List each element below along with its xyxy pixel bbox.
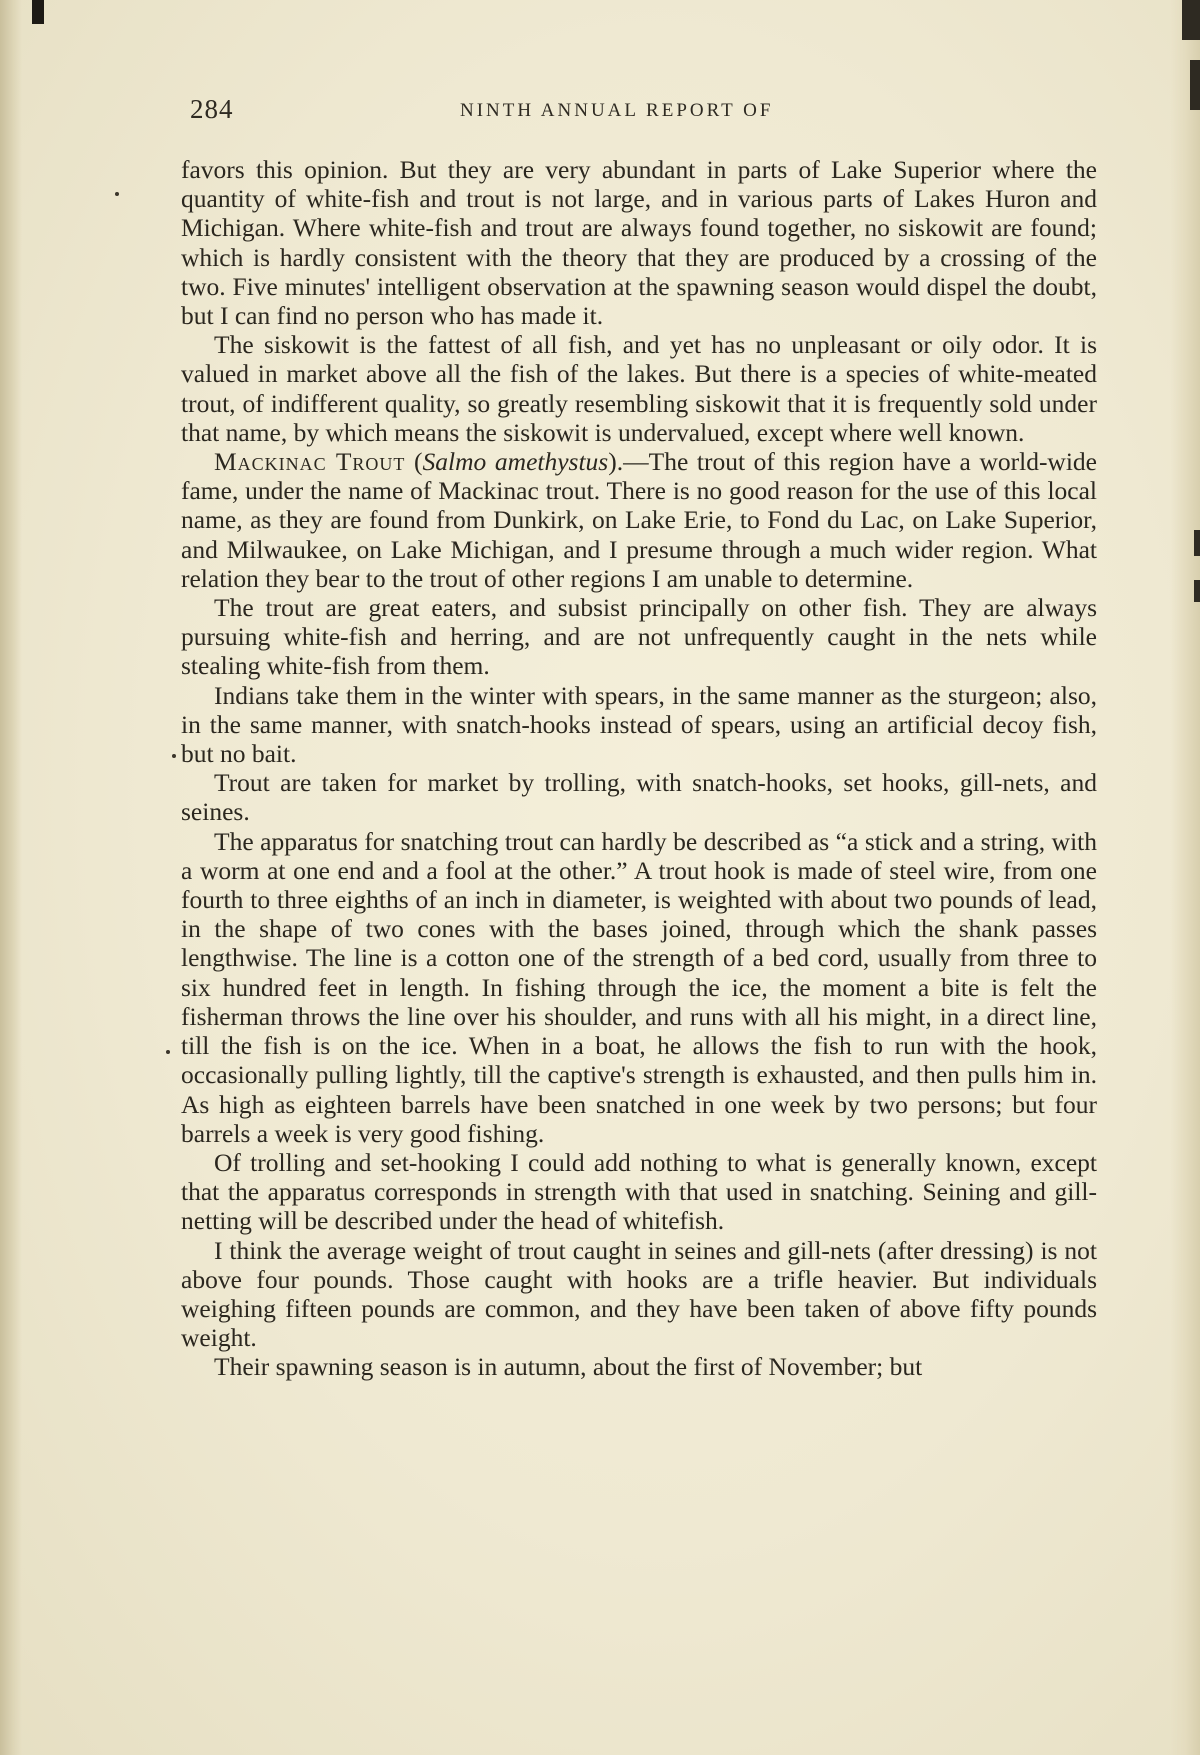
margin-speck	[172, 754, 176, 758]
margin-speck	[115, 192, 119, 196]
running-head: NINTH ANNUAL REPORT OF	[460, 100, 774, 121]
fore-edge-mark	[1182, 0, 1200, 40]
paragraph: I think the average weight of trout caught in seines and gill-nets (after dressing) is not above four pounds. Those caught with hooks are a trifle heavier. But individuals weighing fifteen pounds are common, and they have been taken of above fifty pounds weight.	[181, 1235, 1097, 1353]
page-fore-edge	[1170, 0, 1200, 1755]
margin-speck	[166, 1050, 170, 1054]
paren-open: (	[405, 447, 423, 477]
paragraph: Their spawning season is in autumn, about the first of November; but	[214, 1352, 923, 1382]
paragraph: The trout are great eaters, and subsist principally on other fish. They are always pursuing white-fish and herring, and are not unfrequently caught in the nets while stealing white-fish from them.	[181, 593, 1097, 681]
body-text	[181, 155, 1097, 1382]
paragraph	[181, 447, 1097, 593]
page-binding-shadow	[0, 0, 22, 1755]
fore-edge-mark	[1194, 580, 1200, 602]
latin-name: Salmo amethystus	[422, 447, 609, 477]
fore-edge-mark	[1190, 60, 1200, 110]
paragraph: favors this opinion. But they are very abundant in parts of Lake Superior where the quantity of white-fish and trout is not large, and in various parts of Lakes Huron and Michigan. Where white-fish and trout are always found together, no siskowit are found; which is hardly consistent with the theory that they are produced by a crossing of the two. Five minutes' intelligent observation at the spawning season would dispel the doubt, but I can find no person who has made it.	[181, 155, 1097, 331]
paragraph: Indians take them in the winter with spears, in the same manner as the sturgeon; also, in the same manner, with snatch-hooks instead of spears, using an artificial decoy fish, but no bait.	[181, 680, 1097, 769]
paragraph: The siskowit is the fattest of all fish, and yet has no unpleasant or oily odor. It is valued in market above all the fish of the lakes. But there is a species of white-meated trout, of indifferent quality, so greatly resembling siskowit that it is frequently sold under that name, by which means the siskowit is undervalued, except where well known.	[181, 330, 1097, 447]
paragraph-text: ).—The trout of this region have a world-wide fame, under the name of Mackinac trout. There is no good reason for the use of this local name, as they are found from Dunkirk, on Lake Erie, to Fond du Lac, on Lake Superior, and Milwaukee, on Lake Michigan, and I presume through a much wider region. What relation they bear to the trout of other regions I am unable to determine.	[181, 447, 1097, 593]
paragraph: The apparatus for snatching trout can hardly be described as “a stick and a string, with a worm at one end and a fool at the other.” A trout hook is made of steel wire, from one fourth to three eighths of an inch in diameter, is weighted with about two pounds of lead, in the shape of two cones with the bases joined, through which the shank passes lengthwise. The line is a cotton one of the strength of a bed cord, usually from three to six hundred feet in length. In fishing through the ice, the moment a bite is felt the fisherman throws the line over his shoulder, and runs with all his might, in a direct line, till the fish is on the ice. When in a boat, he allows the fish to run with the hook, occasionally pulling lightly, till the captive's strength is exhausted, and then pulls him in. As high as eighteen barrels have been snatched in one week by two persons; but four barrels a week is very good fishing.	[181, 826, 1097, 1148]
page-edge-mark	[32, 0, 44, 24]
paragraph: Of trolling and set-hooking I could add nothing to what is generally known, except that the apparatus corresponds in strength with that used in snatching. Seining and gill-netting will be described under the head of whitefish.	[181, 1147, 1097, 1236]
fore-edge-mark	[1194, 530, 1200, 556]
paragraph: Trout are taken for market by trolling, with snatch-hooks, set hooks, gill-nets, and seines.	[181, 768, 1097, 827]
page-header	[190, 94, 1100, 128]
page-number: 284	[190, 94, 234, 124]
section-heading: Mackinac Trout	[214, 447, 406, 477]
